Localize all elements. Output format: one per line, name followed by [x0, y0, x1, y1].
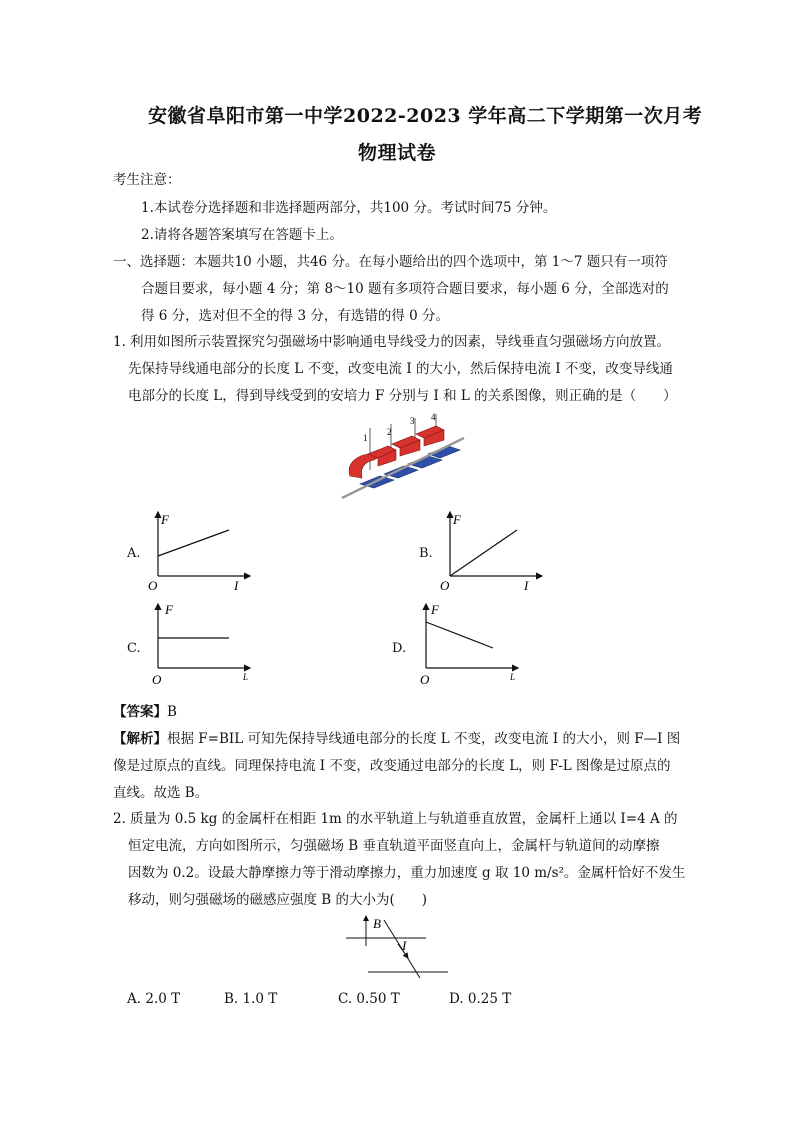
analysis-tag: 【解析】 — [113, 731, 167, 747]
q1-line1: 利用如图所示装置探究匀强磁场中影响通电导线受力的因素，导线垂直匀强磁场方向放置。 — [130, 334, 670, 350]
q1-line2: 先保持导线通电部分的长度 L 不变，改变电流 I 的大小，然后保持电流 I 不变，改变导线通 — [128, 361, 673, 377]
axis-f: F — [161, 512, 169, 527]
q2-option-b[interactable]: B. 1.0 T — [224, 991, 278, 1007]
analysis-text-1: 根据 F=BIL 可知先保持导线通电部分的长度 L 不变，改变电流 I 的大小，则 F—I 图 — [167, 731, 681, 747]
origin: O — [440, 578, 450, 592]
q2-line4: 移动，则匀强磁场的磁感应强度 B 的大小为( ) — [128, 892, 428, 908]
q1-option-c-label[interactable]: C. — [127, 641, 141, 656]
q2-option-a[interactable]: A. 2.0 T — [127, 991, 181, 1007]
answer-tag: 【答案】 — [113, 704, 167, 720]
q1-analysis-line2: 像是过原点的直线。同理保持电流 I 不变，改变通过电部分的长度 L，则 F-L 图像是过原点的 — [113, 758, 671, 774]
q1-analysis-line1 — [113, 731, 680, 747]
q1-option-a-label[interactable]: A. — [127, 546, 141, 561]
q1-line3: 电部分的长度 L，得到导线受到的安培力 F 分别与 I 和 L 的关系图像，则正确的是（ ） — [128, 388, 677, 404]
origin: O — [148, 578, 158, 592]
axis-f: F — [453, 512, 461, 527]
graph-line-b — [450, 530, 517, 576]
section1-line1: 一、选择题：本题共10 小题，共46 分。在每小题给出的四个选项中，第 1～7 题只有一项符 — [113, 254, 668, 270]
q1-analysis-line3: 直线。故选 B。 — [113, 785, 209, 801]
answer-value: B — [167, 704, 177, 720]
q1-option-c-graph — [145, 600, 255, 688]
q2-option-d[interactable]: D. 0.25 T — [449, 991, 512, 1007]
page-subtitle: 物理试卷 — [358, 142, 437, 164]
q1-option-d-graph — [413, 600, 523, 688]
axis-i: I — [234, 578, 239, 592]
q2-line2: 恒定电流，方向如图所示，匀强磁场 B 垂直轨道平面竖直向上，金属杆与轨道间的动摩擦 — [128, 838, 660, 854]
apparatus-label-4: 4 — [431, 412, 436, 422]
rail-field-figure — [340, 914, 456, 980]
axis-f: F — [165, 602, 173, 617]
graph-line-d — [426, 622, 493, 648]
axis-l: L — [510, 672, 516, 682]
q1-number: 1. — [113, 334, 126, 350]
apparatus-label-3: 3 — [410, 416, 415, 426]
notice-heading: 考生注意： — [113, 172, 181, 188]
apparatus-label-2: 2 — [387, 427, 392, 437]
axis-i: I — [524, 578, 529, 592]
q1-option-b-graph — [437, 508, 547, 592]
q1-option-b-label[interactable]: B. — [419, 546, 433, 561]
current-label: I — [402, 938, 407, 953]
q2-line3: 因数为 0.2。设最大静摩擦力等于滑动摩擦力，重力加速度 g 取 10 m/s²。金属杆恰好不发生 — [128, 865, 686, 881]
notice-item-1: 1.本试卷分选择题和非选择题两部分，共100 分。考试时间75 分钟。 — [141, 200, 557, 216]
magnet-apparatus-figure — [338, 408, 468, 504]
axis-l: L — [243, 672, 249, 682]
q1-answer — [113, 704, 177, 720]
origin: O — [420, 672, 430, 687]
origin: O — [152, 672, 162, 687]
graph-line-a — [158, 530, 229, 556]
section1-line2: 合题目要求，每小题 4 分；第 8～10 题有多项符合题目要求，每小题 6 分，全部选对的 — [141, 281, 669, 297]
apparatus-label-1: 1 — [363, 433, 368, 443]
q2-number: 2. — [113, 811, 126, 827]
q1-option-d-label[interactable]: D. — [392, 641, 407, 656]
notice-item-2: 2.请将各题答案填写在答题卡上。 — [141, 227, 343, 243]
axis-f: F — [431, 602, 439, 617]
q2-option-c[interactable]: C. 0.50 T — [338, 991, 400, 1007]
q1-option-a-graph — [145, 508, 255, 592]
section1-line3: 得 6 分，选对但不全的得 3 分，有选错的得 0 分。 — [141, 308, 450, 324]
page-title: 安徽省阜阳市第一中学2022-2023 学年高二下学期第一次月考 — [148, 105, 703, 127]
q2-line1: 质量为 0.5 kg 的金属杆在相距 1m 的水平轨道上与轨道垂直放置，金属杆上通以 I=4 A 的 — [130, 811, 678, 827]
field-label: B — [373, 916, 381, 931]
